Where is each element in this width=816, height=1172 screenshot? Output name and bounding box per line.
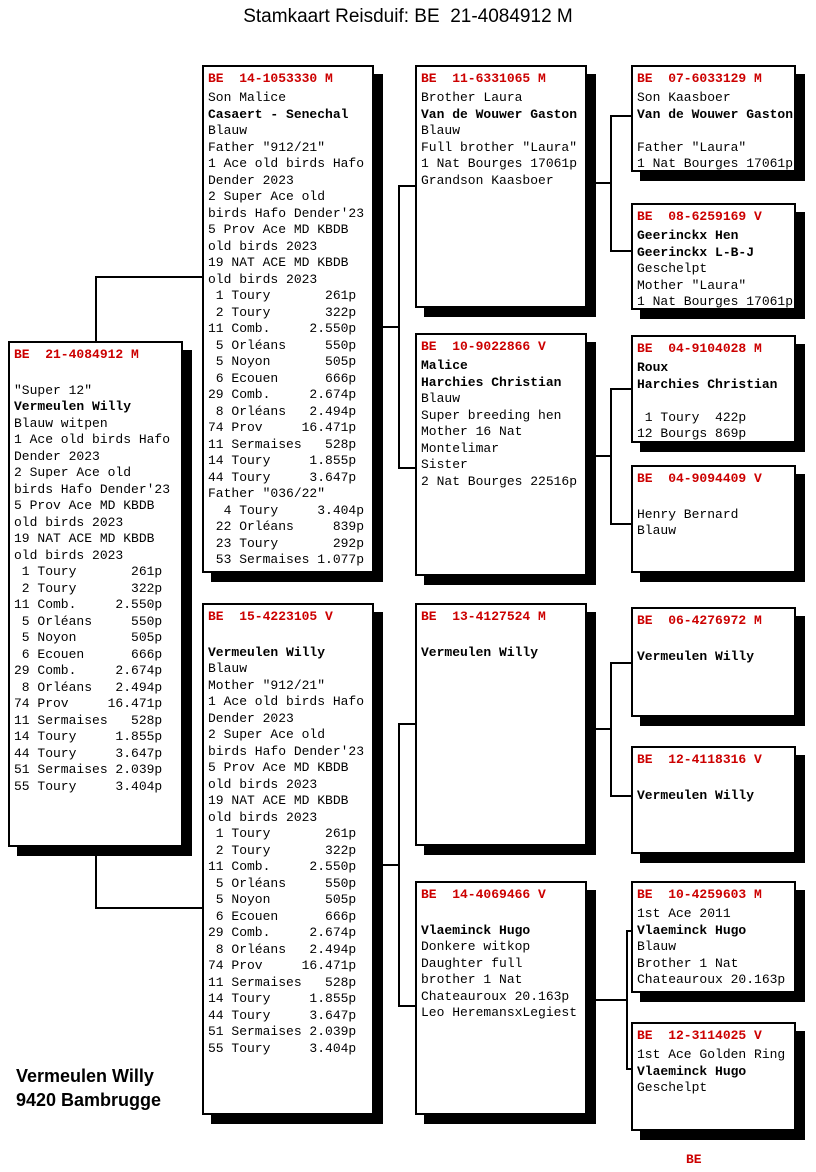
connector-line xyxy=(596,999,626,1001)
pedigree-line: 5 Orléans 550p xyxy=(14,613,163,629)
pedigree-line: 8 Orléans 2.494p xyxy=(14,679,163,695)
connector-line xyxy=(626,930,628,1070)
pedigree-line: Father "912/21" xyxy=(208,139,326,155)
connector-line xyxy=(383,864,398,866)
pedigree-line: Geerinckx L-B-J xyxy=(637,244,755,260)
bird-details xyxy=(14,366,177,795)
pedigree-line: Geerinckx Hen xyxy=(637,228,739,243)
pedigree-line: Vermeulen Willy xyxy=(14,399,132,414)
pedigree-line: old birds 2023 xyxy=(208,809,318,825)
pedigree-line: Montelimar xyxy=(421,440,500,456)
pedigree-line: 1 Toury 422p xyxy=(637,409,747,425)
pedigree-line: birds Hafo Dender'23 xyxy=(208,743,365,759)
ring-number: BE 21-4084912 M xyxy=(14,347,139,362)
ring-number: BE 15-4223105 V xyxy=(208,609,333,624)
connector-line xyxy=(596,182,610,184)
pedigree-line: Donkere witkop xyxy=(421,939,531,954)
pedigree-line: Super breeding hen xyxy=(421,407,562,423)
pedigree-line: 29 Comb. 2.674p xyxy=(14,663,163,678)
pedigree-box-paternal-grandmother xyxy=(415,333,587,576)
bird-details xyxy=(421,358,581,490)
pedigree-box-mgm-father xyxy=(631,881,796,993)
pedigree-line: Mother "912/21" xyxy=(208,677,326,693)
pedigree-line xyxy=(208,628,368,645)
pedigree-line: 51 Sermaises 2.039p xyxy=(208,1024,357,1039)
pedigree-line: Full brother "Laura" xyxy=(421,139,578,155)
pedigree-line: Harchies Christian xyxy=(421,374,562,390)
pedigree-box-pgf-mother xyxy=(631,203,796,310)
pedigree-line: 5 Prov Ace MD KBDB xyxy=(208,222,349,237)
pedigree-line: 12 Bourgs 869p xyxy=(637,426,747,441)
pedigree-line: old birds 2023 xyxy=(208,271,318,287)
pedigree-line: 6 Ecouen 666p xyxy=(14,646,163,662)
pedigree-line: Brother 1 Nat xyxy=(637,955,739,971)
ring-number: BE 08-6259169 V xyxy=(637,209,762,224)
connector-line xyxy=(626,930,631,932)
pedigree-line: 4 Toury 3.404p xyxy=(208,502,365,518)
ring-number: BE 04-9094409 V xyxy=(637,471,762,486)
pedigree-line: Blauw xyxy=(421,123,461,138)
bird-details xyxy=(637,90,794,172)
pedigree-line: Geschelpt xyxy=(637,1080,708,1095)
pedigree-line: 14 Toury 1.855p xyxy=(208,453,357,468)
pedigree-line: 1st Ace Golden Ring xyxy=(637,1047,786,1062)
owner-name: Vermeulen Willy xyxy=(16,1066,154,1086)
bird-details xyxy=(421,906,581,1022)
pedigree-line: 5 Noyon 505p xyxy=(14,630,163,645)
bird-details xyxy=(637,906,790,989)
pedigree-line: 1 Nat Bourges 17061p xyxy=(637,156,794,171)
pedigree-line xyxy=(637,490,790,507)
pedigree-box-father xyxy=(202,65,374,573)
pedigree-line: 19 NAT ACE MD KBDB xyxy=(208,793,349,808)
pedigree-line: 5 Orléans 550p xyxy=(208,337,357,353)
pedigree-line xyxy=(637,123,790,140)
pedigree-line: 1 Ace old birds Hafo xyxy=(208,694,365,709)
pedigree-line: 8 Orléans 2.494p xyxy=(208,941,357,957)
ring-number: BE 14-4069466 V xyxy=(421,887,546,902)
pedigree-box-mgm-mother xyxy=(631,1022,796,1131)
pedigree-line: 19 NAT ACE MD KBDB xyxy=(208,255,349,270)
pedigree-line: 74 Prov 16.471p xyxy=(208,420,357,435)
connector-line xyxy=(95,276,202,278)
pedigree-line: Dender 2023 xyxy=(14,448,100,464)
ring-number: BE 10-9022866 V xyxy=(421,339,546,354)
pedigree-line: Chateauroux 20.163p xyxy=(637,972,786,987)
pedigree-line: Father "036/22" xyxy=(208,486,326,501)
connector-line xyxy=(398,185,415,187)
pedigree-line: 74 Prov 16.471p xyxy=(208,958,357,973)
pedigree-line: 1 Toury 261p xyxy=(208,288,357,303)
ring-number: BE 12-3114025 V xyxy=(637,1028,762,1043)
connector-line xyxy=(398,1005,415,1007)
pedigree-line: 1 Ace old birds Hafo xyxy=(14,432,171,447)
ring-number: BE 07-6033129 M xyxy=(637,71,762,86)
pedigree-line: 5 Noyon 505p xyxy=(208,354,357,369)
ring-number: BE 04-9104028 M xyxy=(637,341,762,356)
pedigree-line: 2 Super Ace old xyxy=(208,189,326,204)
pedigree-line: Son Malice xyxy=(208,90,287,105)
pedigree-line: 23 Toury 292p xyxy=(208,535,365,551)
pedigree-line: 2 Super Ace old xyxy=(14,465,132,480)
pedigree-line xyxy=(637,632,790,649)
pedigree-line: Blauw xyxy=(637,523,677,538)
connector-line xyxy=(610,662,612,797)
pedigree-line: birds Hafo Dender'23 xyxy=(14,481,171,497)
pedigree-line: Dender 2023 xyxy=(208,710,294,726)
pedigree-line: birds Hafo Dender'23 xyxy=(208,205,365,221)
pedigree-line: Roux xyxy=(637,360,669,375)
ring-number: BE 11-6331065 M xyxy=(421,71,546,86)
ring-number: BE 06-4276972 M xyxy=(637,613,762,628)
pedigree-line: Henry Bernard xyxy=(637,506,739,522)
pedigree-line: 19 NAT ACE MD KBDB xyxy=(14,531,155,546)
pedigree-box-pgm-mother xyxy=(631,465,796,573)
pedigree-line: 2 Nat Bourges 22516p xyxy=(421,473,578,489)
ring-number: BE 10-4259603 M xyxy=(637,887,762,902)
connector-line xyxy=(398,467,415,469)
pedigree-line: 2 Toury 322p xyxy=(14,580,163,596)
pedigree-box-paternal-grandfather xyxy=(415,65,587,308)
bird-details xyxy=(637,632,790,665)
pedigree-line: old birds 2023 xyxy=(208,238,318,254)
ring-number: BE 13-4127524 M xyxy=(421,609,546,624)
pedigree-line: Chateauroux 20.163p xyxy=(421,988,570,1004)
pedigree-line: 6 Ecouen 666p xyxy=(208,908,357,924)
pedigree-line: 11 Sermaises 528p xyxy=(14,712,163,728)
pedigree-box-maternal-grandmother xyxy=(415,881,587,1115)
connector-line xyxy=(383,326,398,328)
pedigree-line: 2 Toury 322p xyxy=(208,842,357,858)
pedigree-line xyxy=(421,906,581,923)
pedigree-line: old birds 2023 xyxy=(14,514,124,530)
pedigree-line: 5 Prov Ace MD KBDB xyxy=(14,498,155,513)
cutoff-box-header-fragment: BE xyxy=(686,1152,702,1167)
pedigree-line: 11 Comb. 2.550p xyxy=(208,321,357,336)
pedigree-line: Daughter full xyxy=(421,955,523,971)
owner-address: 9420 Bambrugge xyxy=(16,1090,162,1110)
pedigree-line xyxy=(14,366,177,383)
pedigree-box-maternal-grandfather xyxy=(415,603,587,846)
pedigree-line: Malice xyxy=(421,358,468,373)
pedigree-line: 29 Comb. 2.674p xyxy=(208,387,357,402)
connector-line xyxy=(610,250,631,252)
pedigree-line: Vermeulen Willy xyxy=(208,644,326,660)
pedigree-box-mgf-mother xyxy=(631,746,796,854)
pedigree-line: 11 Sermaises 528p xyxy=(208,436,357,452)
pedigree-line: 1 Toury 261p xyxy=(14,564,163,579)
bird-details xyxy=(208,90,368,569)
pedigree-line: Dender 2023 xyxy=(208,172,294,188)
bird-details xyxy=(637,228,794,310)
connector-line xyxy=(626,1068,631,1070)
pedigree-line: Father "Laura" xyxy=(637,139,747,155)
bird-details xyxy=(637,490,790,540)
connector-line xyxy=(610,523,631,525)
pedigree-line: brother 1 Nat xyxy=(421,972,523,987)
pedigree-line: Harchies Christian xyxy=(637,376,778,392)
bird-details xyxy=(637,771,790,804)
bird-details xyxy=(421,90,581,189)
pedigree-line: 44 Toury 3.647p xyxy=(208,1007,357,1023)
page-title: Stamkaart Reisduif: BE 21-4084912 M xyxy=(243,6,573,27)
pedigree-line: 2 Super Ace old xyxy=(208,727,326,742)
pedigree-line: 1 Toury 261p xyxy=(208,826,357,841)
connector-line xyxy=(95,276,97,341)
pedigree-line: 5 Prov Ace MD KBDB xyxy=(208,760,349,775)
pedigree-line: Vlaeminck Hugo xyxy=(637,922,747,938)
pedigree-line xyxy=(637,771,790,788)
connector-line xyxy=(610,115,612,252)
pedigree-line: old birds 2023 xyxy=(208,776,318,792)
pedigree-line: 51 Sermaises 2.039p xyxy=(14,762,163,777)
connector-line xyxy=(610,388,612,525)
pedigree-line: Van de Wouwer Gaston xyxy=(637,106,794,122)
pedigree-line: Geschelpt xyxy=(637,261,708,276)
pedigree-line: Blauw witpen xyxy=(14,415,108,431)
bird-details xyxy=(637,360,790,443)
connector-line xyxy=(398,723,415,725)
pedigree-line: 44 Toury 3.647p xyxy=(14,745,163,761)
pedigree-line xyxy=(421,628,581,645)
pedigree-line: 1 Ace old birds Hafo xyxy=(208,156,365,171)
pedigree-line: 53 Sermaises 1.077p xyxy=(208,552,365,567)
pedigree-line: Vlaeminck Hugo xyxy=(421,922,531,938)
connector-line xyxy=(610,662,631,664)
pedigree-line: 11 Sermaises 528p xyxy=(208,974,357,990)
bird-details xyxy=(637,1047,790,1097)
pedigree-line: 1 Nat Bourges 17061p xyxy=(637,294,794,309)
pedigree-line: Blauw xyxy=(421,391,461,406)
pedigree-line: "Super 12" xyxy=(14,382,93,398)
pedigree-line: Leo HeremansxLegiest xyxy=(421,1005,578,1020)
pedigree-line: 1st Ace 2011 xyxy=(637,906,731,921)
pedigree-line: Vermeulen Willy xyxy=(637,787,755,803)
pedigree-box-pgm-father xyxy=(631,335,796,443)
pedigree-line: 55 Toury 3.404p xyxy=(14,778,163,794)
pedigree-line: 5 Orléans 550p xyxy=(208,875,357,891)
pedigree-line: 11 Comb. 2.550p xyxy=(14,597,163,612)
pedigree-line: 2 Toury 322p xyxy=(208,304,357,320)
pedigree-line: 44 Toury 3.647p xyxy=(208,469,357,485)
pedigree-line: Sister xyxy=(421,457,468,472)
pedigree-line: Grandson Kaasboer xyxy=(421,172,554,188)
pedigree-line xyxy=(637,393,790,410)
pedigree-line: 74 Prov 16.471p xyxy=(14,696,163,711)
connector-line xyxy=(596,728,610,730)
connector-line xyxy=(610,115,631,117)
bird-details xyxy=(421,628,581,661)
pedigree-box-pgf-father xyxy=(631,65,796,172)
pedigree-line: Blauw xyxy=(208,123,248,138)
pedigree-line: Son Kaasboer xyxy=(637,90,731,105)
connector-line xyxy=(95,907,202,909)
pedigree-line: 29 Comb. 2.674p xyxy=(208,925,357,940)
pedigree-line: 1 Nat Bourges 17061p xyxy=(421,156,578,171)
pedigree-line: old birds 2023 xyxy=(14,547,124,563)
pedigree-line: 14 Toury 1.855p xyxy=(14,729,163,744)
ring-number: BE 14-1053330 M xyxy=(208,71,333,86)
pedigree-line: Brother Laura xyxy=(421,90,523,105)
pedigree-line: 14 Toury 1.855p xyxy=(208,991,357,1006)
pedigree-line: Vermeulen Willy xyxy=(421,644,539,660)
connector-line xyxy=(398,185,400,469)
pedigree-line: Blauw xyxy=(637,939,677,954)
bird-details xyxy=(208,628,368,1057)
pedigree-box-subject xyxy=(8,341,183,847)
pedigree-line: Blauw xyxy=(208,661,248,676)
connector-line xyxy=(610,795,631,797)
pedigree-line: 11 Comb. 2.550p xyxy=(208,859,357,874)
pedigree-line: 8 Orléans 2.494p xyxy=(208,403,357,419)
pedigree-line: Mother 16 Nat xyxy=(421,424,523,439)
pedigree-line: 5 Noyon 505p xyxy=(208,892,357,907)
pedigree-box-mgf-father xyxy=(631,607,796,717)
ring-number: BE 12-4118316 V xyxy=(637,752,762,767)
owner-info xyxy=(16,1064,161,1112)
connector-line xyxy=(596,455,610,457)
connector-line xyxy=(610,388,631,390)
pedigree-line: Mother "Laura" xyxy=(637,277,747,293)
connector-line xyxy=(398,723,400,1007)
pedigree-line: 6 Ecouen 666p xyxy=(208,370,357,386)
connector-line xyxy=(95,847,97,909)
pedigree-line: Casaert - Senechal xyxy=(208,106,349,122)
pedigree-line: Van de Wouwer Gaston xyxy=(421,106,578,122)
pedigree-line: 55 Toury 3.404p xyxy=(208,1040,357,1056)
pedigree-box-mother xyxy=(202,603,374,1115)
pedigree-line: Vlaeminck Hugo xyxy=(637,1063,747,1079)
pedigree-line: 22 Orléans 839p xyxy=(208,519,365,534)
pedigree-line: Vermeulen Willy xyxy=(637,648,755,664)
